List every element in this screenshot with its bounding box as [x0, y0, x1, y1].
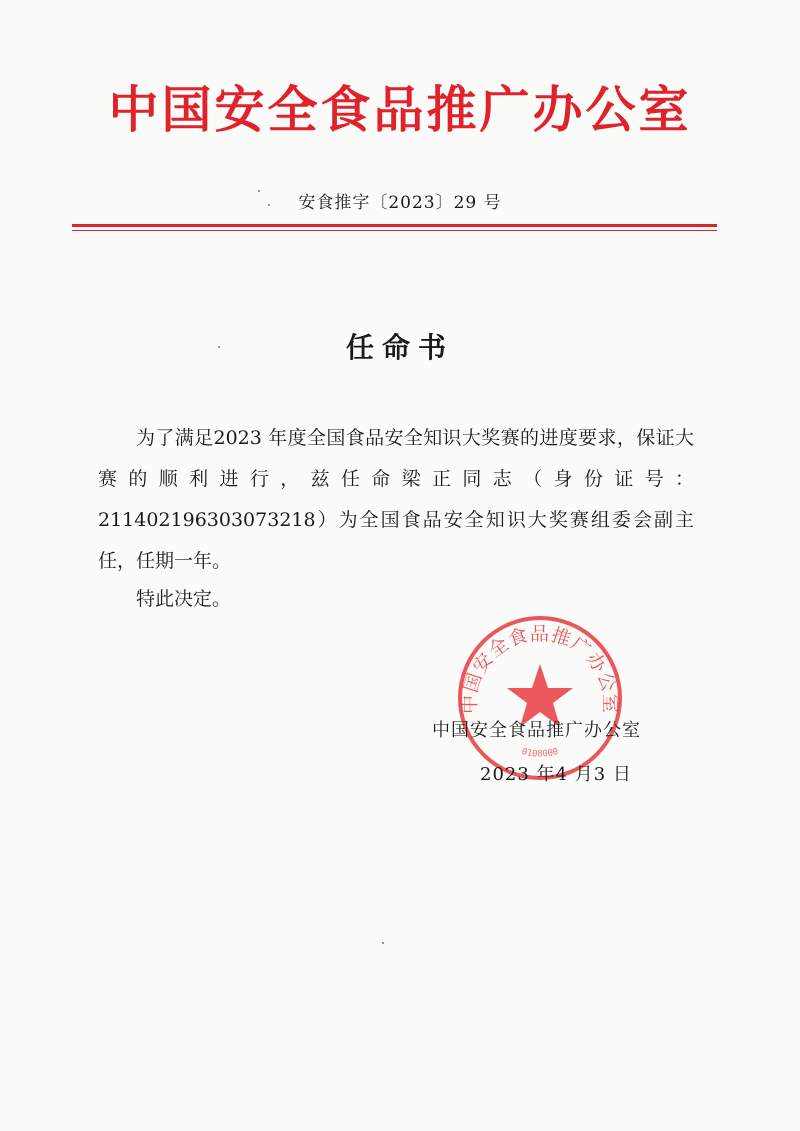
signing-organization: 中国安全食品推广办公室	[432, 720, 641, 741]
seal-text: 中国安全食品推广办公室	[458, 623, 622, 715]
issuer-masthead: 中国安全食品推广办公室	[108, 80, 692, 139]
signing-date: 2023 年4 月3 日	[480, 764, 632, 785]
header-divider-thin	[72, 230, 717, 231]
scan-speck	[382, 942, 384, 944]
scan-speck	[218, 346, 220, 348]
scan-speck	[268, 204, 270, 206]
scan-speck	[258, 190, 260, 192]
official-seal	[454, 612, 626, 784]
document-number: 安食推字〔2023〕29 号	[298, 193, 502, 213]
appointment-body	[98, 418, 694, 582]
header-divider-thick	[72, 224, 717, 227]
seal-code: 0108000	[520, 746, 560, 760]
appointment-paragraph: 为了满足2023 年度全国食品安全知识大奖赛的进度要求，保证大赛的顺利进行，兹任命梁正同志（身份证号：211402196303073218）为全国食品安全知识大奖赛组委会副主任，任期一年。	[98, 427, 694, 572]
closing-statement: 特此决定。	[136, 588, 232, 610]
document-title: 任命书	[345, 331, 454, 364]
